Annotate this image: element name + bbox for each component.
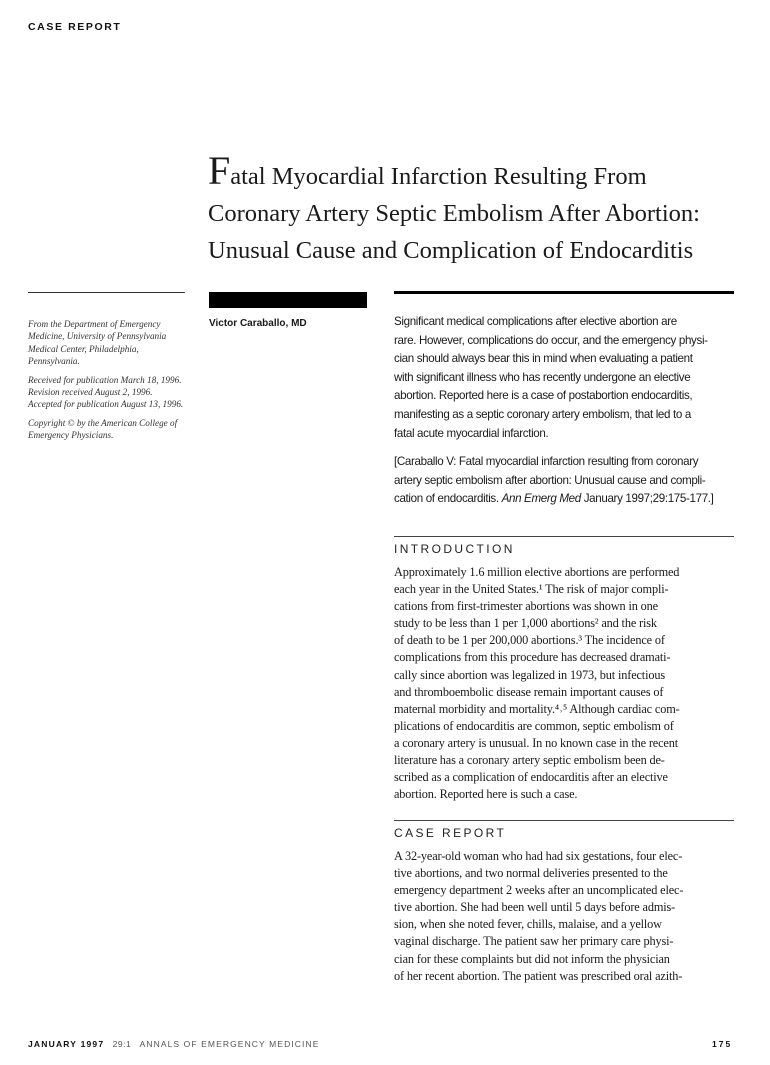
introduction-line: cations from first-trimester abortions was shown in one — [394, 599, 658, 614]
author-bar — [209, 292, 367, 308]
introduction-line: abortion. Reported here is such a case. — [394, 787, 578, 802]
citation-prefix: cation of endocarditis. — [394, 492, 502, 506]
affiliations — [28, 318, 188, 448]
abstract-line: fatal acute myocardial infarction. — [394, 426, 549, 440]
case-report-line: tive abortion. She had been well until 5 days before admis- — [394, 900, 676, 915]
abstract — [394, 313, 739, 509]
affiliation-department: From the Department of Emergency Medicine, University of Pennsylvania Medical Center, Philadelphia, Pennsylvania. — [28, 319, 167, 367]
author-name: Victor Caraballo, MD — [209, 318, 307, 329]
case-report-line: tive abortions, and two normal deliveries presented to the — [394, 866, 668, 881]
footer-volume: 29:1 — [112, 1039, 132, 1049]
introduction-line: of death to be 1 per 200,000 abortions.³ The incidence of — [394, 633, 665, 648]
introduction-line: maternal morbidity and mortality.⁴˒⁵ Although cardiac com- — [394, 701, 680, 716]
section-label: CASE REPORT — [28, 21, 122, 33]
abstract-line: cian should always bear this in mind when evaluating a patient — [394, 352, 693, 366]
citation-line — [394, 490, 739, 509]
page-footer — [28, 1039, 319, 1049]
introduction-line: and thromboembolic disease remain important causes of — [394, 684, 664, 699]
introduction-line: plications of endocarditis are common, septic embolism of — [394, 718, 674, 733]
article-title — [208, 148, 748, 269]
abstract-line: manifesting as a septic coronary artery embolism, that led to a — [394, 407, 691, 421]
introduction-line: complications from this procedure has decreased dramati- — [394, 650, 671, 665]
introduction-line: Approximately 1.6 million elective abortions are performed — [394, 565, 680, 579]
abstract-text — [394, 313, 739, 443]
case-report-text — [394, 848, 739, 985]
footer-month-year: JANUARY 1997 — [28, 1039, 105, 1049]
case-report-line: A 32-year-old woman who had had six gestations, four elec- — [394, 849, 683, 863]
abstract-line: abortion. Reported here is a case of postabortion endocarditis, — [394, 389, 693, 403]
affiliation-received: Received for publication March 18, 1996. Revision received August 2, 1996. Accepted for publication August 13, 1996. — [28, 374, 184, 410]
citation-suffix: January 1997;29:175-177.] — [580, 492, 714, 506]
introduction-line: each year in the United States.¹ The risk of major compli- — [394, 582, 669, 597]
title-line-1 — [208, 148, 748, 195]
case-report-line: vaginal discharge. The patient saw her primary care physi- — [394, 934, 674, 949]
introduction-line: scribed as a complication of endocarditis after an elective — [394, 770, 668, 785]
abstract-line: with significant illness who has recently undergone an elective — [394, 370, 691, 384]
introduction-heading: INTRODUCTION — [394, 542, 515, 556]
citation-line: artery septic embolism after abortion: Unusual cause and compli- — [394, 473, 706, 487]
case-report-line: emergency department 2 weeks after an uncomplicated elec- — [394, 883, 684, 898]
left-column-rule — [28, 292, 185, 293]
citation-journal: Ann Emerg Med — [501, 492, 581, 506]
introduction-rule — [394, 536, 734, 537]
introduction-line: cally since abortion was legalized in 1973, but infectious — [394, 667, 665, 682]
introduction-text — [394, 564, 739, 803]
page-number: 175 — [712, 1039, 733, 1049]
abstract-line: Significant medical complications after elective abortion are — [394, 315, 677, 328]
title-drop-cap: F — [208, 148, 231, 193]
case-report-line: of her recent abortion. The patient was prescribed oral azith- — [394, 968, 683, 983]
abstract-line: rare. However, complications do occur, and the emergency physi- — [394, 333, 708, 347]
footer-journal: ANNALS OF EMERGENCY MEDICINE — [139, 1039, 320, 1049]
abstract-citation — [394, 453, 739, 509]
title-line-3: Unusual Cause and Complication of Endocarditis — [208, 237, 694, 264]
title-line-2: Coronary Artery Septic Embolism After Abortion: — [208, 200, 700, 227]
introduction-line: a coronary artery is unusual. In no known case in the recent — [394, 735, 678, 750]
case-report-rule — [394, 820, 734, 821]
case-report-line: cian for these complaints but did not inform the physician — [394, 951, 670, 966]
citation-line: [Caraballo V: Fatal myocardial infarction resulting from coronary — [394, 455, 699, 469]
case-report-heading: CASE REPORT — [394, 826, 507, 840]
affiliation-copyright: Copyright © by the American College of Emergency Physicians. — [28, 417, 178, 441]
abstract-rule — [394, 291, 734, 294]
introduction-line: study to be less than 1 per 1,000 abortions² and the risk — [394, 616, 657, 631]
case-report-line: sion, when she noted fever, chills, malaise, and a yellow — [394, 917, 662, 932]
introduction-line: literature has a coronary artery septic embolism been de- — [394, 753, 665, 768]
title-line-1-text: atal Myocardial Infarction Resulting From — [230, 163, 647, 190]
